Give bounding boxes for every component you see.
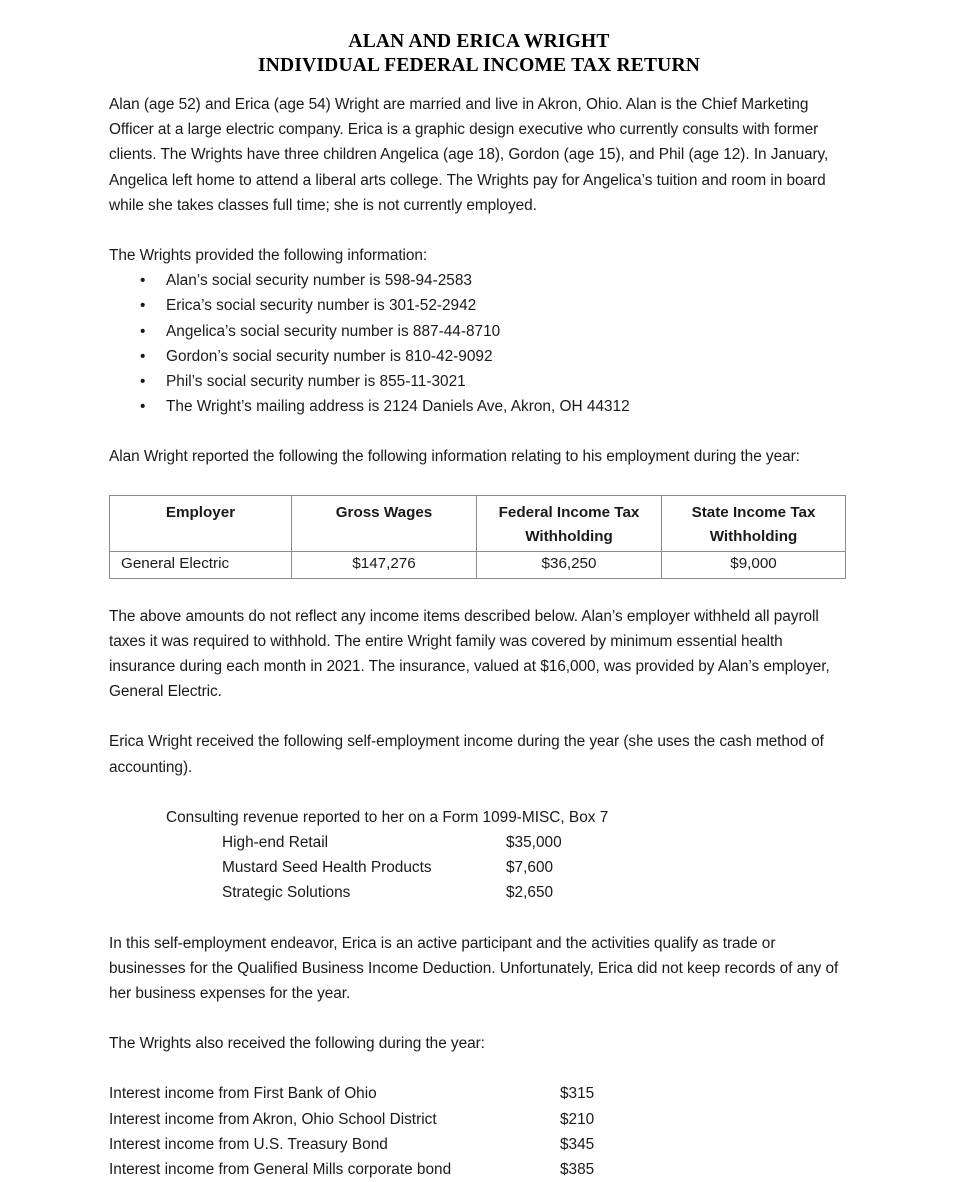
- wage-table: [109, 495, 846, 579]
- table-header-federal-withholding: [477, 495, 662, 551]
- interest-income-amount: $315: [560, 1085, 595, 1103]
- bullet-icon: •: [140, 297, 146, 315]
- interest-income-row: [109, 1157, 841, 1182]
- interest-income-description: Interest income from U.S. Treasury Bond: [109, 1135, 388, 1153]
- spacer: [109, 1056, 841, 1081]
- table-header-line: State Income Tax: [691, 503, 816, 521]
- consulting-revenue-name: Strategic Solutions: [222, 884, 351, 902]
- list-item: [109, 344, 841, 369]
- spacer: [109, 780, 841, 805]
- table-header-employer: [110, 495, 292, 551]
- interest-income-description: Interest income from General Mills corporate bond: [109, 1161, 452, 1178]
- employment-note: The above amounts do not reflect any income items described below. Alan’s employer withheld all payroll taxes it was required to withhold. The entire Wright family was covered by minimum essential health insurance during each month in 2021. The insurance, valued at $16,000, was provided by Alan’s employer, General Electric.: [109, 607, 830, 701]
- interest-income-amount: $345: [560, 1135, 595, 1153]
- table-header-line: Withholding: [709, 527, 798, 545]
- list-item-label: Angelica’s social security number is 887-44-8710: [166, 322, 501, 340]
- consulting-revenue-amount: $7,600: [506, 859, 554, 877]
- intro-paragraph: Alan (age 52) and Erica (age 54) Wright are married and live in Akron, Ohio. Alan is the Chief Marketing Officer at a large electric company. Erica is a graphic design executive who currently consults with former clients. The Wrights have three children Angelica (age 18), Gordon (age 15), and Phil (age 12). In January, Angelica left home to attend a liberal arts college. The Wrights pay for Angelica’s tuition and room in board while she takes classes full time; she is not currently employed.: [109, 96, 829, 214]
- interest-income-amount: $385: [560, 1161, 595, 1178]
- interest-income-row: [109, 1132, 841, 1157]
- list-item: [109, 268, 841, 293]
- table-cell-state-withholding: $9,000: [662, 551, 846, 578]
- self-employment-note: In this self-employment endeavor, Erica is an active participant and the activities qualify as trade or businesses for the Qualified Business Income Deduction. Unfortunately, Erica did not keep records of any of her business expenses for the year.: [109, 934, 839, 1003]
- table-header-line: Employer: [165, 503, 236, 521]
- document-title: [0, 0, 958, 78]
- list-item-label: Alan’s social security number is 598-94-2583: [166, 272, 472, 290]
- consulting-revenue-amount: $35,000: [506, 834, 562, 852]
- interest-income-description: Interest income from First Bank of Ohio: [109, 1085, 377, 1103]
- interest-income-row: [109, 1081, 841, 1106]
- consulting-revenue-block: [109, 805, 841, 906]
- spacer: [109, 906, 841, 931]
- consulting-revenue-item: [109, 830, 841, 855]
- consulting-revenue-name: Mustard Seed Health Products: [222, 859, 432, 877]
- list-item-label: Erica’s social security number is 301-52-2942: [166, 297, 477, 315]
- table-cell-gross-wages: $147,276: [292, 551, 477, 578]
- table-header-row: [110, 495, 846, 551]
- info-bullet-list: [109, 268, 841, 419]
- title-line-1: ALAN AND ERICA WRIGHT: [348, 31, 610, 52]
- bullet-icon: •: [140, 398, 146, 416]
- list-item-label: The Wright’s mailing address is 2124 Daniels Ave, Akron, OH 44312: [166, 398, 630, 416]
- table-cell-employer: General Electric: [110, 551, 292, 578]
- self-employment-lead: Erica Wright received the following self-employment income during the year (she uses the cash method of accounting).: [109, 733, 824, 776]
- bullet-icon: •: [140, 373, 146, 391]
- spacer: [109, 470, 841, 495]
- spacer: [109, 218, 841, 243]
- spacer: [109, 1006, 841, 1031]
- list-item: [109, 319, 841, 344]
- employment-section-lead: Alan Wright reported the following the following information relating to his employment during the year:: [109, 448, 800, 466]
- table-row: [110, 551, 846, 578]
- title-line-2: INDIVIDUAL FEDERAL INCOME TAX RETURN: [257, 55, 701, 76]
- interest-income-description: Interest income from Akron, Ohio School District: [109, 1110, 437, 1128]
- bullet-icon: •: [140, 272, 146, 290]
- table-header-line: Federal Income Tax: [498, 503, 640, 521]
- spacer: [109, 704, 841, 729]
- table-cell-federal-withholding: $36,250: [477, 551, 662, 578]
- interest-income-amount: $210: [560, 1110, 595, 1128]
- bullet-icon: •: [140, 347, 146, 365]
- consulting-revenue-amount: $2,650: [506, 884, 554, 902]
- interest-income-row: [109, 1107, 841, 1132]
- interest-income-list: [109, 1081, 841, 1182]
- table-header-line: Gross Wages: [335, 503, 433, 521]
- spacer: [109, 579, 841, 604]
- list-item-label: Gordon’s social security number is 810-42-9092: [166, 347, 493, 365]
- consulting-revenue-heading: Consulting revenue reported to her on a Form 1099-MISC, Box 7: [166, 808, 609, 826]
- spacer: [109, 419, 841, 444]
- document-body: [109, 92, 841, 1182]
- list-item: [109, 394, 841, 419]
- table-header-state-withholding: [662, 495, 846, 551]
- consulting-revenue-name: High-end Retail: [222, 834, 329, 852]
- bullet-icon: •: [140, 322, 146, 340]
- table-header-line: Withholding: [525, 527, 613, 545]
- info-section-lead: The Wrights provided the following information:: [109, 247, 428, 265]
- list-item-label: Phil’s social security number is 855-11-3021: [166, 373, 466, 391]
- other-income-lead: The Wrights also received the following during the year:: [109, 1035, 485, 1053]
- consulting-revenue-item: [109, 880, 841, 905]
- table-header-gross-wages: [292, 495, 477, 551]
- list-item: [109, 293, 841, 318]
- list-item: [109, 369, 841, 394]
- consulting-revenue-item: [109, 855, 841, 880]
